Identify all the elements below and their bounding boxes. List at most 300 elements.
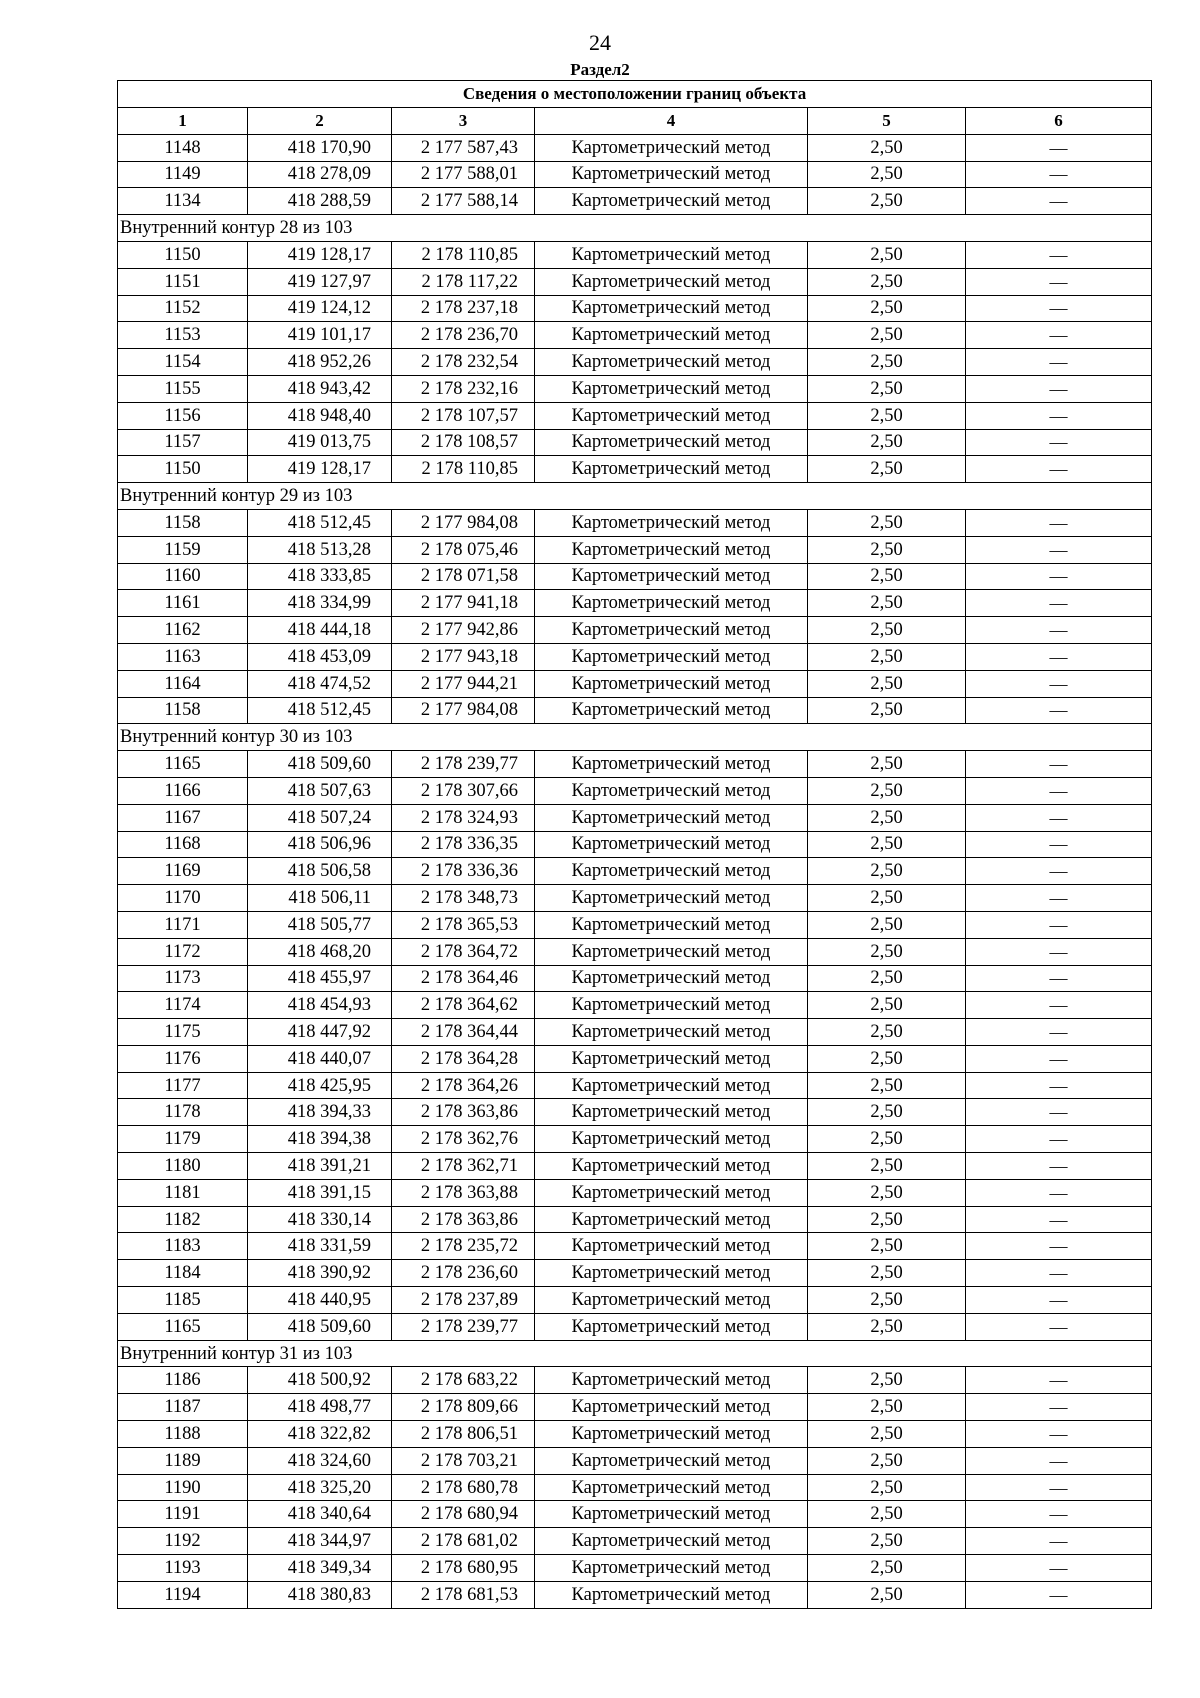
method-cell: Картометрический метод bbox=[535, 375, 808, 402]
method-cell: Картометрический метод bbox=[535, 1019, 808, 1046]
accuracy-cell: 2,50 bbox=[808, 965, 966, 992]
page-number: 24 bbox=[589, 30, 611, 55]
y-coordinate-cell: 2 177 587,43 bbox=[392, 134, 535, 161]
method-cell: Картометрический метод bbox=[535, 536, 808, 563]
description-cell: — bbox=[966, 965, 1152, 992]
table-row bbox=[118, 590, 1152, 617]
y-coordinate-cell: 2 178 237,89 bbox=[392, 1287, 535, 1314]
contour-label: Внутренний контур 31 из 103 bbox=[118, 1340, 1152, 1367]
y-coordinate-cell: 2 178 324,93 bbox=[392, 804, 535, 831]
point-number-cell: 1160 bbox=[118, 563, 248, 590]
method-cell: Картометрический метод bbox=[535, 509, 808, 536]
column-header: 4 bbox=[535, 108, 808, 135]
description-cell: — bbox=[966, 1260, 1152, 1287]
y-coordinate-cell: 2 178 680,95 bbox=[392, 1555, 535, 1582]
accuracy-cell: 2,50 bbox=[808, 858, 966, 885]
table-row bbox=[118, 751, 1152, 778]
accuracy-cell: 2,50 bbox=[808, 1287, 966, 1314]
description-cell: — bbox=[966, 831, 1152, 858]
table-row bbox=[118, 1287, 1152, 1314]
y-coordinate-cell: 2 177 941,18 bbox=[392, 590, 535, 617]
accuracy-cell: 2,50 bbox=[808, 536, 966, 563]
description-cell: — bbox=[966, 188, 1152, 215]
y-coordinate-cell: 2 178 364,44 bbox=[392, 1019, 535, 1046]
description-cell: — bbox=[966, 1126, 1152, 1153]
point-number-cell: 1185 bbox=[118, 1287, 248, 1314]
point-number-cell: 1186 bbox=[118, 1367, 248, 1394]
point-number-cell: 1157 bbox=[118, 429, 248, 456]
accuracy-cell: 2,50 bbox=[808, 590, 966, 617]
method-cell: Картометрический метод bbox=[535, 1126, 808, 1153]
description-cell: — bbox=[966, 1474, 1152, 1501]
method-cell: Картометрический метод bbox=[535, 1179, 808, 1206]
y-coordinate-cell: 2 178 239,77 bbox=[392, 1313, 535, 1340]
accuracy-cell: 2,50 bbox=[808, 697, 966, 724]
accuracy-cell: 2,50 bbox=[808, 831, 966, 858]
method-cell: Картометрический метод bbox=[535, 751, 808, 778]
x-coordinate-cell: 418 324,60 bbox=[248, 1447, 392, 1474]
method-cell: Картометрический метод bbox=[535, 965, 808, 992]
method-cell: Картометрический метод bbox=[535, 1447, 808, 1474]
y-coordinate-cell: 2 178 348,73 bbox=[392, 885, 535, 912]
x-coordinate-cell: 418 288,59 bbox=[248, 188, 392, 215]
accuracy-cell: 2,50 bbox=[808, 563, 966, 590]
contour-label: Внутренний контур 28 из 103 bbox=[118, 215, 1152, 242]
x-coordinate-cell: 418 330,14 bbox=[248, 1206, 392, 1233]
y-coordinate-cell: 2 178 363,86 bbox=[392, 1099, 535, 1126]
y-coordinate-cell: 2 177 984,08 bbox=[392, 509, 535, 536]
x-coordinate-cell: 418 391,21 bbox=[248, 1153, 392, 1180]
x-coordinate-cell: 418 391,15 bbox=[248, 1179, 392, 1206]
accuracy-cell: 2,50 bbox=[808, 911, 966, 938]
accuracy-cell: 2,50 bbox=[808, 268, 966, 295]
description-cell: — bbox=[966, 1206, 1152, 1233]
x-coordinate-cell: 419 127,97 bbox=[248, 268, 392, 295]
y-coordinate-cell: 2 178 809,66 bbox=[392, 1394, 535, 1421]
description-cell: — bbox=[966, 697, 1152, 724]
accuracy-cell: 2,50 bbox=[808, 1045, 966, 1072]
method-cell: Картометрический метод bbox=[535, 1287, 808, 1314]
x-coordinate-cell: 418 948,40 bbox=[248, 402, 392, 429]
description-cell: — bbox=[966, 1233, 1152, 1260]
table-row bbox=[118, 885, 1152, 912]
table-row bbox=[118, 858, 1152, 885]
y-coordinate-cell: 2 178 232,54 bbox=[392, 349, 535, 376]
point-number-cell: 1155 bbox=[118, 375, 248, 402]
point-number-cell: 1164 bbox=[118, 670, 248, 697]
x-coordinate-cell: 418 952,26 bbox=[248, 349, 392, 376]
y-coordinate-cell: 2 178 681,02 bbox=[392, 1528, 535, 1555]
point-number-cell: 1180 bbox=[118, 1153, 248, 1180]
description-cell: — bbox=[966, 322, 1152, 349]
table-caption: Сведения о местоположении границ объекта bbox=[118, 81, 1152, 108]
x-coordinate-cell: 418 394,33 bbox=[248, 1099, 392, 1126]
point-number-cell: 1154 bbox=[118, 349, 248, 376]
x-coordinate-cell: 418 506,58 bbox=[248, 858, 392, 885]
accuracy-cell: 2,50 bbox=[808, 1367, 966, 1394]
y-coordinate-cell: 2 178 365,53 bbox=[392, 911, 535, 938]
accuracy-cell: 2,50 bbox=[808, 777, 966, 804]
table-row bbox=[118, 536, 1152, 563]
table-row bbox=[118, 1233, 1152, 1260]
accuracy-cell: 2,50 bbox=[808, 375, 966, 402]
accuracy-cell: 2,50 bbox=[808, 161, 966, 188]
point-number-cell: 1150 bbox=[118, 241, 248, 268]
point-number-cell: 1158 bbox=[118, 509, 248, 536]
accuracy-cell: 2,50 bbox=[808, 429, 966, 456]
y-coordinate-cell: 2 178 110,85 bbox=[392, 456, 535, 483]
x-coordinate-cell: 419 124,12 bbox=[248, 295, 392, 322]
x-coordinate-cell: 418 943,42 bbox=[248, 375, 392, 402]
point-number-cell: 1152 bbox=[118, 295, 248, 322]
method-cell: Картометрический метод bbox=[535, 349, 808, 376]
x-coordinate-cell: 418 170,90 bbox=[248, 134, 392, 161]
x-coordinate-cell: 418 474,52 bbox=[248, 670, 392, 697]
method-cell: Картометрический метод bbox=[535, 1206, 808, 1233]
point-number-cell: 1178 bbox=[118, 1099, 248, 1126]
table-row bbox=[118, 188, 1152, 215]
point-number-cell: 1149 bbox=[118, 161, 248, 188]
table-caption-row bbox=[118, 81, 1152, 108]
y-coordinate-cell: 2 177 588,14 bbox=[392, 188, 535, 215]
accuracy-cell: 2,50 bbox=[808, 1233, 966, 1260]
accuracy-cell: 2,50 bbox=[808, 509, 966, 536]
point-number-cell: 1179 bbox=[118, 1126, 248, 1153]
accuracy-cell: 2,50 bbox=[808, 1179, 966, 1206]
contour-header-row bbox=[118, 724, 1152, 751]
x-coordinate-cell: 418 512,45 bbox=[248, 509, 392, 536]
x-coordinate-cell: 418 380,83 bbox=[248, 1581, 392, 1608]
x-coordinate-cell: 418 322,82 bbox=[248, 1421, 392, 1448]
contour-label: Внутренний контур 30 из 103 bbox=[118, 724, 1152, 751]
description-cell: — bbox=[966, 1528, 1152, 1555]
point-number-cell: 1158 bbox=[118, 697, 248, 724]
accuracy-cell: 2,50 bbox=[808, 617, 966, 644]
y-coordinate-cell: 2 177 943,18 bbox=[392, 643, 535, 670]
table-row bbox=[118, 697, 1152, 724]
x-coordinate-cell: 418 390,92 bbox=[248, 1260, 392, 1287]
section-title: Раздел2 bbox=[570, 60, 630, 79]
method-cell: Картометрический метод bbox=[535, 402, 808, 429]
method-cell: Картометрический метод bbox=[535, 804, 808, 831]
description-cell: — bbox=[966, 670, 1152, 697]
point-number-cell: 1159 bbox=[118, 536, 248, 563]
method-cell: Картометрический метод bbox=[535, 241, 808, 268]
description-cell: — bbox=[966, 241, 1152, 268]
point-number-cell: 1183 bbox=[118, 1233, 248, 1260]
point-number-cell: 1148 bbox=[118, 134, 248, 161]
description-cell: — bbox=[966, 617, 1152, 644]
point-number-cell: 1162 bbox=[118, 617, 248, 644]
point-number-cell: 1134 bbox=[118, 188, 248, 215]
y-coordinate-cell: 2 178 683,22 bbox=[392, 1367, 535, 1394]
y-coordinate-cell: 2 178 680,78 bbox=[392, 1474, 535, 1501]
description-cell: — bbox=[966, 938, 1152, 965]
table-row bbox=[118, 777, 1152, 804]
accuracy-cell: 2,50 bbox=[808, 1528, 966, 1555]
description-cell: — bbox=[966, 161, 1152, 188]
y-coordinate-cell: 2 177 942,86 bbox=[392, 617, 535, 644]
table-row bbox=[118, 992, 1152, 1019]
x-coordinate-cell: 418 344,97 bbox=[248, 1528, 392, 1555]
method-cell: Картометрический метод bbox=[535, 911, 808, 938]
table-row bbox=[118, 1394, 1152, 1421]
x-coordinate-cell: 418 500,92 bbox=[248, 1367, 392, 1394]
point-number-cell: 1171 bbox=[118, 911, 248, 938]
point-number-cell: 1177 bbox=[118, 1072, 248, 1099]
x-coordinate-cell: 418 425,95 bbox=[248, 1072, 392, 1099]
y-coordinate-cell: 2 178 364,26 bbox=[392, 1072, 535, 1099]
point-number-cell: 1190 bbox=[118, 1474, 248, 1501]
description-cell: — bbox=[966, 563, 1152, 590]
y-coordinate-cell: 2 178 703,21 bbox=[392, 1447, 535, 1474]
table-row bbox=[118, 322, 1152, 349]
method-cell: Картометрический метод bbox=[535, 831, 808, 858]
description-cell: — bbox=[966, 1313, 1152, 1340]
accuracy-cell: 2,50 bbox=[808, 992, 966, 1019]
accuracy-cell: 2,50 bbox=[808, 188, 966, 215]
accuracy-cell: 2,50 bbox=[808, 938, 966, 965]
table-row bbox=[118, 161, 1152, 188]
method-cell: Картометрический метод bbox=[535, 1394, 808, 1421]
method-cell: Картометрический метод bbox=[535, 617, 808, 644]
description-cell: — bbox=[966, 1287, 1152, 1314]
y-coordinate-cell: 2 178 239,77 bbox=[392, 751, 535, 778]
y-coordinate-cell: 2 177 984,08 bbox=[392, 697, 535, 724]
accuracy-cell: 2,50 bbox=[808, 804, 966, 831]
point-number-cell: 1165 bbox=[118, 751, 248, 778]
table-body bbox=[118, 134, 1152, 1608]
accuracy-cell: 2,50 bbox=[808, 1099, 966, 1126]
point-number-cell: 1181 bbox=[118, 1179, 248, 1206]
y-coordinate-cell: 2 178 107,57 bbox=[392, 402, 535, 429]
y-coordinate-cell: 2 178 237,18 bbox=[392, 295, 535, 322]
table-row bbox=[118, 965, 1152, 992]
x-coordinate-cell: 418 507,24 bbox=[248, 804, 392, 831]
column-header: 2 bbox=[248, 108, 392, 135]
x-coordinate-cell: 418 444,18 bbox=[248, 617, 392, 644]
accuracy-cell: 2,50 bbox=[808, 402, 966, 429]
point-number-cell: 1187 bbox=[118, 1394, 248, 1421]
accuracy-cell: 2,50 bbox=[808, 1501, 966, 1528]
table-row bbox=[118, 1421, 1152, 1448]
y-coordinate-cell: 2 178 363,86 bbox=[392, 1206, 535, 1233]
x-coordinate-cell: 418 507,63 bbox=[248, 777, 392, 804]
x-coordinate-cell: 419 013,75 bbox=[248, 429, 392, 456]
accuracy-cell: 2,50 bbox=[808, 1072, 966, 1099]
table-row bbox=[118, 509, 1152, 536]
accuracy-cell: 2,50 bbox=[808, 1019, 966, 1046]
y-coordinate-cell: 2 178 364,46 bbox=[392, 965, 535, 992]
y-coordinate-cell: 2 177 944,21 bbox=[392, 670, 535, 697]
point-number-cell: 1165 bbox=[118, 1313, 248, 1340]
table-row bbox=[118, 1555, 1152, 1582]
method-cell: Картометрический метод bbox=[535, 1581, 808, 1608]
x-coordinate-cell: 418 454,93 bbox=[248, 992, 392, 1019]
method-cell: Картометрический метод bbox=[535, 322, 808, 349]
x-coordinate-cell: 418 340,64 bbox=[248, 1501, 392, 1528]
y-coordinate-cell: 2 178 236,60 bbox=[392, 1260, 535, 1287]
method-cell: Картометрический метод bbox=[535, 563, 808, 590]
point-number-cell: 1169 bbox=[118, 858, 248, 885]
method-cell: Картометрический метод bbox=[535, 590, 808, 617]
point-number-cell: 1170 bbox=[118, 885, 248, 912]
point-number-cell: 1161 bbox=[118, 590, 248, 617]
description-cell: — bbox=[966, 1555, 1152, 1582]
y-coordinate-cell: 2 178 110,85 bbox=[392, 241, 535, 268]
x-coordinate-cell: 418 506,11 bbox=[248, 885, 392, 912]
description-cell: — bbox=[966, 1394, 1152, 1421]
x-coordinate-cell: 418 509,60 bbox=[248, 751, 392, 778]
description-cell: — bbox=[966, 1153, 1152, 1180]
accuracy-cell: 2,50 bbox=[808, 1153, 966, 1180]
table-row bbox=[118, 563, 1152, 590]
accuracy-cell: 2,50 bbox=[808, 1394, 966, 1421]
table-row bbox=[118, 938, 1152, 965]
contour-header-row bbox=[118, 1340, 1152, 1367]
x-coordinate-cell: 419 101,17 bbox=[248, 322, 392, 349]
accuracy-cell: 2,50 bbox=[808, 670, 966, 697]
description-cell: — bbox=[966, 134, 1152, 161]
table-row bbox=[118, 295, 1152, 322]
x-coordinate-cell: 418 513,28 bbox=[248, 536, 392, 563]
table-row bbox=[118, 1153, 1152, 1180]
method-cell: Картометрический метод bbox=[535, 670, 808, 697]
description-cell: — bbox=[966, 777, 1152, 804]
point-number-cell: 1156 bbox=[118, 402, 248, 429]
table-row bbox=[118, 1528, 1152, 1555]
accuracy-cell: 2,50 bbox=[808, 1126, 966, 1153]
table-row bbox=[118, 429, 1152, 456]
description-cell: — bbox=[966, 402, 1152, 429]
accuracy-cell: 2,50 bbox=[808, 751, 966, 778]
table-row bbox=[118, 1206, 1152, 1233]
x-coordinate-cell: 418 349,34 bbox=[248, 1555, 392, 1582]
accuracy-cell: 2,50 bbox=[808, 885, 966, 912]
x-coordinate-cell: 419 128,17 bbox=[248, 241, 392, 268]
table-row bbox=[118, 911, 1152, 938]
accuracy-cell: 2,50 bbox=[808, 456, 966, 483]
table-row bbox=[118, 268, 1152, 295]
method-cell: Картометрический метод bbox=[535, 1233, 808, 1260]
point-number-cell: 1168 bbox=[118, 831, 248, 858]
description-cell: — bbox=[966, 590, 1152, 617]
y-coordinate-cell: 2 178 364,28 bbox=[392, 1045, 535, 1072]
column-header: 1 bbox=[118, 108, 248, 135]
table-row bbox=[118, 1099, 1152, 1126]
table-row bbox=[118, 1501, 1152, 1528]
description-cell: — bbox=[966, 509, 1152, 536]
table-row bbox=[118, 1179, 1152, 1206]
y-coordinate-cell: 2 178 071,58 bbox=[392, 563, 535, 590]
method-cell: Картометрический метод bbox=[535, 1313, 808, 1340]
table-row bbox=[118, 1126, 1152, 1153]
description-cell: — bbox=[966, 1045, 1152, 1072]
table-row bbox=[118, 1581, 1152, 1608]
description-cell: — bbox=[966, 992, 1152, 1019]
table-row bbox=[118, 831, 1152, 858]
y-coordinate-cell: 2 178 362,71 bbox=[392, 1153, 535, 1180]
method-cell: Картометрический метод bbox=[535, 1072, 808, 1099]
y-coordinate-cell: 2 178 336,36 bbox=[392, 858, 535, 885]
method-cell: Картометрический метод bbox=[535, 1555, 808, 1582]
description-cell: — bbox=[966, 1447, 1152, 1474]
table-row bbox=[118, 1313, 1152, 1340]
point-number-cell: 1193 bbox=[118, 1555, 248, 1582]
contour-label: Внутренний контур 29 из 103 bbox=[118, 483, 1152, 510]
table-row bbox=[118, 1447, 1152, 1474]
table-row bbox=[118, 241, 1152, 268]
point-number-cell: 1174 bbox=[118, 992, 248, 1019]
description-cell: — bbox=[966, 1421, 1152, 1448]
description-cell: — bbox=[966, 456, 1152, 483]
point-number-cell: 1163 bbox=[118, 643, 248, 670]
y-coordinate-cell: 2 178 235,72 bbox=[392, 1233, 535, 1260]
description-cell: — bbox=[966, 1581, 1152, 1608]
description-cell: — bbox=[966, 858, 1152, 885]
table-row bbox=[118, 1260, 1152, 1287]
x-coordinate-cell: 418 334,99 bbox=[248, 590, 392, 617]
method-cell: Картометрический метод bbox=[535, 161, 808, 188]
point-number-cell: 1184 bbox=[118, 1260, 248, 1287]
table-row bbox=[118, 670, 1152, 697]
table-row bbox=[118, 1474, 1152, 1501]
table-header-row bbox=[118, 108, 1152, 135]
table-row bbox=[118, 456, 1152, 483]
point-number-cell: 1172 bbox=[118, 938, 248, 965]
y-coordinate-cell: 2 177 588,01 bbox=[392, 161, 535, 188]
method-cell: Картометрический метод bbox=[535, 134, 808, 161]
x-coordinate-cell: 418 331,59 bbox=[248, 1233, 392, 1260]
description-cell: — bbox=[966, 643, 1152, 670]
method-cell: Картометрический метод bbox=[535, 268, 808, 295]
point-number-cell: 1176 bbox=[118, 1045, 248, 1072]
point-number-cell: 1151 bbox=[118, 268, 248, 295]
description-cell: — bbox=[966, 536, 1152, 563]
accuracy-cell: 2,50 bbox=[808, 1581, 966, 1608]
x-coordinate-cell: 418 505,77 bbox=[248, 911, 392, 938]
table-row bbox=[118, 1019, 1152, 1046]
table-row bbox=[118, 804, 1152, 831]
table-row bbox=[118, 1045, 1152, 1072]
column-header: 6 bbox=[966, 108, 1152, 135]
y-coordinate-cell: 2 178 232,16 bbox=[392, 375, 535, 402]
x-coordinate-cell: 418 468,20 bbox=[248, 938, 392, 965]
contour-header-row bbox=[118, 483, 1152, 510]
y-coordinate-cell: 2 178 806,51 bbox=[392, 1421, 535, 1448]
y-coordinate-cell: 2 178 681,53 bbox=[392, 1581, 535, 1608]
method-cell: Картометрический метод bbox=[535, 697, 808, 724]
description-cell: — bbox=[966, 1019, 1152, 1046]
y-coordinate-cell: 2 178 680,94 bbox=[392, 1501, 535, 1528]
y-coordinate-cell: 2 178 075,46 bbox=[392, 536, 535, 563]
description-cell: — bbox=[966, 1099, 1152, 1126]
method-cell: Картометрический метод bbox=[535, 456, 808, 483]
method-cell: Картометрический метод bbox=[535, 858, 808, 885]
x-coordinate-cell: 418 394,38 bbox=[248, 1126, 392, 1153]
method-cell: Картометрический метод bbox=[535, 1260, 808, 1287]
point-number-cell: 1153 bbox=[118, 322, 248, 349]
y-coordinate-cell: 2 178 236,70 bbox=[392, 322, 535, 349]
method-cell: Картометрический метод bbox=[535, 429, 808, 456]
table-row bbox=[118, 134, 1152, 161]
table-row bbox=[118, 617, 1152, 644]
method-cell: Картометрический метод bbox=[535, 1421, 808, 1448]
accuracy-cell: 2,50 bbox=[808, 241, 966, 268]
boundary-coordinates-table bbox=[117, 80, 1152, 1609]
table-row bbox=[118, 643, 1152, 670]
x-coordinate-cell: 419 128,17 bbox=[248, 456, 392, 483]
